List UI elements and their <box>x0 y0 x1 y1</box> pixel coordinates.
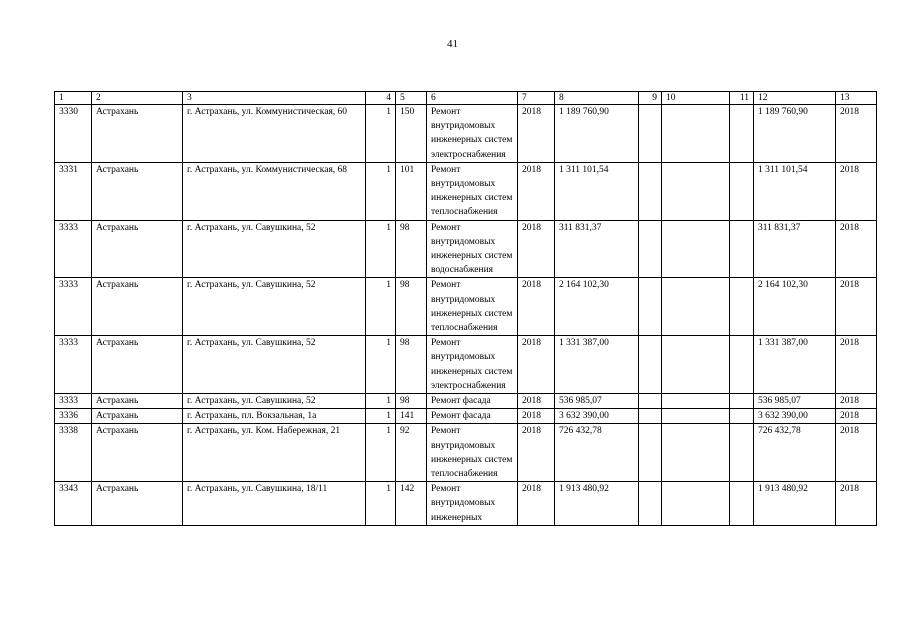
cell-col-3: г. Астрахань, ул. Савушкина, 52 <box>183 278 366 336</box>
cell-col-4: 1 <box>366 409 396 424</box>
cell-col-7: 7 <box>518 92 555 105</box>
table-row <box>55 162 877 220</box>
cell-col-3: г. Астрахань, ул. Ком. Набережная, 21 <box>183 424 366 482</box>
cell-col-8: 1 311 101,54 <box>555 162 639 220</box>
cell-col-10 <box>662 394 730 409</box>
cell-col-4: 1 <box>366 482 396 526</box>
cell-col-13: 2018 <box>836 162 877 220</box>
cell-col-9 <box>639 336 662 394</box>
cell-col-3: г. Астрахань, ул. Савушкина, 52 <box>183 336 366 394</box>
cell-col-9 <box>639 105 662 163</box>
table-body <box>55 92 877 526</box>
cell-col-8: 1 913 480,92 <box>555 482 639 526</box>
cell-col-10 <box>662 482 730 526</box>
cell-col-1: 3333 <box>55 394 92 409</box>
cell-col-8: 311 831,37 <box>555 220 639 278</box>
table-row <box>55 336 877 394</box>
cell-col-9 <box>639 278 662 336</box>
cell-col-1: 3331 <box>55 162 92 220</box>
cell-col-2: Астрахань <box>92 220 183 278</box>
cell-col-10 <box>662 162 730 220</box>
cell-col-5: 101 <box>396 162 427 220</box>
cell-col-7: 2018 <box>518 409 555 424</box>
cell-col-2: Астрахань <box>92 105 183 163</box>
cell-col-3: 3 <box>183 92 366 105</box>
cell-col-5: 98 <box>396 336 427 394</box>
cell-col-4: 1 <box>366 162 396 220</box>
cell-col-4: 1 <box>366 336 396 394</box>
cell-col-11 <box>730 424 754 482</box>
cell-col-4: 1 <box>366 105 396 163</box>
table-row <box>55 105 877 163</box>
cell-col-1: 3333 <box>55 278 92 336</box>
cell-col-13: 13 <box>836 92 877 105</box>
cell-col-2: Астрахань <box>92 162 183 220</box>
cell-col-7: 2018 <box>518 220 555 278</box>
cell-col-6: Ремонт внутридомовых инженерных систем электроснабжения <box>427 105 518 163</box>
cell-col-3: г. Астрахань, ул. Коммунистическая, 68 <box>183 162 366 220</box>
cell-col-5: 5 <box>396 92 427 105</box>
cell-col-8: 1 331 387,00 <box>555 336 639 394</box>
cell-col-8: 726 432,78 <box>555 424 639 482</box>
cell-col-3: г. Астрахань, ул. Коммунистическая, 60 <box>183 105 366 163</box>
cell-col-9 <box>639 424 662 482</box>
cell-col-10 <box>662 336 730 394</box>
cell-col-9 <box>639 394 662 409</box>
cell-col-13: 2018 <box>836 409 877 424</box>
cell-col-2: Астрахань <box>92 409 183 424</box>
table-row <box>55 394 877 409</box>
cell-col-7: 2018 <box>518 105 555 163</box>
cell-col-12: 1 331 387,00 <box>754 336 836 394</box>
cell-col-2: 2 <box>92 92 183 105</box>
cell-col-7: 2018 <box>518 482 555 526</box>
cell-col-9: 9 <box>639 92 662 105</box>
cell-col-5: 141 <box>396 409 427 424</box>
cell-col-4: 1 <box>366 220 396 278</box>
cell-col-12: 726 432,78 <box>754 424 836 482</box>
cell-col-13: 2018 <box>836 336 877 394</box>
cell-col-3: г. Астрахань, ул. Савушкина, 52 <box>183 220 366 278</box>
cell-col-2: Астрахань <box>92 424 183 482</box>
cell-col-11: 11 <box>730 92 754 105</box>
cell-col-5: 150 <box>396 105 427 163</box>
cell-col-7: 2018 <box>518 336 555 394</box>
table-row <box>55 482 877 526</box>
cell-col-6: Ремонт фасада <box>427 394 518 409</box>
cell-col-6: 6 <box>427 92 518 105</box>
cell-col-10 <box>662 424 730 482</box>
cell-col-3: г. Астрахань, ул. Савушкина, 52 <box>183 394 366 409</box>
table-row <box>55 409 877 424</box>
cell-col-5: 98 <box>396 278 427 336</box>
cell-col-1: 3330 <box>55 105 92 163</box>
cell-col-8: 536 985,07 <box>555 394 639 409</box>
cell-col-10 <box>662 409 730 424</box>
cell-col-13: 2018 <box>836 278 877 336</box>
cell-col-4: 1 <box>366 424 396 482</box>
cell-col-7: 2018 <box>518 394 555 409</box>
cell-col-7: 2018 <box>518 278 555 336</box>
cell-col-6: Ремонт внутридомовых инженерных систем электроснабжения <box>427 336 518 394</box>
cell-col-11 <box>730 409 754 424</box>
cell-col-1: 3338 <box>55 424 92 482</box>
cell-col-10 <box>662 220 730 278</box>
cell-col-4: 1 <box>366 394 396 409</box>
cell-col-12: 1 913 480,92 <box>754 482 836 526</box>
cell-col-11 <box>730 278 754 336</box>
cell-col-5: 92 <box>396 424 427 482</box>
cell-col-12: 1 311 101,54 <box>754 162 836 220</box>
cell-col-9 <box>639 482 662 526</box>
cell-col-3: г. Астрахань, пл. Вокзальная, 1а <box>183 409 366 424</box>
cell-col-6: Ремонт внутридомовых инженерных систем водоснабжения <box>427 220 518 278</box>
cell-col-6: Ремонт внутридомовых инженерных систем теплоснабжения <box>427 424 518 482</box>
cell-col-6: Ремонт внутридомовых инженерных систем теплоснабжения <box>427 278 518 336</box>
register-table <box>54 91 877 526</box>
cell-col-6: Ремонт внутридомовых инженерных систем теплоснабжения <box>427 162 518 220</box>
cell-col-12: 1 189 760,90 <box>754 105 836 163</box>
table-row <box>55 220 877 278</box>
cell-col-2: Астрахань <box>92 278 183 336</box>
cell-col-13: 2018 <box>836 424 877 482</box>
cell-col-4: 1 <box>366 278 396 336</box>
cell-col-7: 2018 <box>518 424 555 482</box>
cell-col-9 <box>639 162 662 220</box>
cell-col-12: 12 <box>754 92 836 105</box>
cell-col-5: 142 <box>396 482 427 526</box>
cell-col-12: 3 632 390,00 <box>754 409 836 424</box>
cell-col-11 <box>730 105 754 163</box>
cell-col-11 <box>730 162 754 220</box>
cell-col-2: Астрахань <box>92 482 183 526</box>
cell-col-11 <box>730 482 754 526</box>
cell-col-8: 3 632 390,00 <box>555 409 639 424</box>
cell-col-7: 2018 <box>518 162 555 220</box>
cell-col-8: 8 <box>555 92 639 105</box>
cell-col-1: 3343 <box>55 482 92 526</box>
cell-col-12: 536 985,07 <box>754 394 836 409</box>
cell-col-12: 2 164 102,30 <box>754 278 836 336</box>
cell-col-6: Ремонт внутридомовых инженерных <box>427 482 518 526</box>
cell-col-10 <box>662 105 730 163</box>
page-number: 41 <box>447 38 458 50</box>
cell-col-11 <box>730 336 754 394</box>
cell-col-6: Ремонт фасада <box>427 409 518 424</box>
cell-col-11 <box>730 220 754 278</box>
cell-col-9 <box>639 220 662 278</box>
cell-col-13: 2018 <box>836 482 877 526</box>
cell-col-8: 2 164 102,30 <box>555 278 639 336</box>
cell-col-2: Астрахань <box>92 336 183 394</box>
cell-col-5: 98 <box>396 220 427 278</box>
table-header-row <box>55 92 877 105</box>
cell-col-10 <box>662 278 730 336</box>
cell-col-10: 10 <box>662 92 730 105</box>
cell-col-4: 4 <box>366 92 396 105</box>
cell-col-11 <box>730 394 754 409</box>
cell-col-1: 1 <box>55 92 92 105</box>
cell-col-1: 3333 <box>55 220 92 278</box>
cell-col-12: 311 831,37 <box>754 220 836 278</box>
cell-col-13: 2018 <box>836 394 877 409</box>
cell-col-1: 3336 <box>55 409 92 424</box>
cell-col-2: Астрахань <box>92 394 183 409</box>
cell-col-8: 1 189 760,90 <box>555 105 639 163</box>
cell-col-5: 98 <box>396 394 427 409</box>
cell-col-13: 2018 <box>836 220 877 278</box>
cell-col-9 <box>639 409 662 424</box>
cell-col-3: г. Астрахань, ул. Савушкина, 18/11 <box>183 482 366 526</box>
cell-col-1: 3333 <box>55 336 92 394</box>
table-row <box>55 424 877 482</box>
table-row <box>55 278 877 336</box>
cell-col-13: 2018 <box>836 105 877 163</box>
